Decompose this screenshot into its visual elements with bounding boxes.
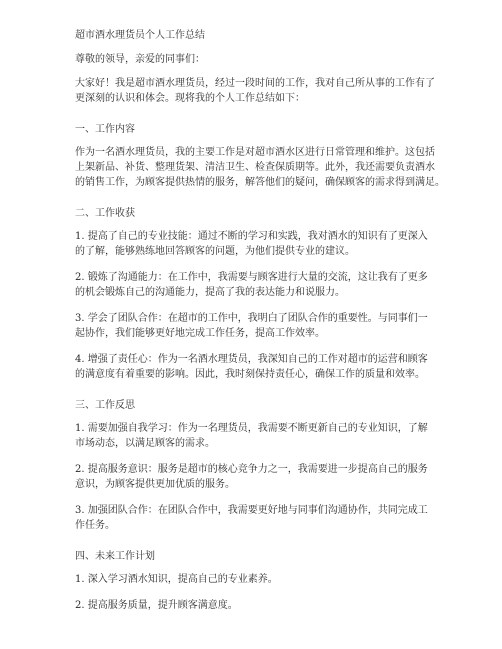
section-paragraph [75,270,435,300]
document-body [75,28,445,613]
intro-line: 大家好！我是超市酒水理货员，经过一段时间的工作，我对自己所从事的工作有了 [75,78,435,89]
section-heading [75,398,435,413]
section-heading-text: 一、工作内容 [75,124,135,135]
section-paragraph [75,598,435,613]
paragraph-line: 作为一名酒水理货员，我的主要工作是对超市酒水区进行日常管理和维护。这包括 [75,147,435,158]
paragraph-line: 的机会锻炼自己的沟通能力，提高了我的表达能力和说服力。 [75,287,345,298]
paragraph-line: 市场动态，以满足顾客的需求。 [75,438,215,449]
section-paragraph [75,229,435,259]
greeting [75,52,435,67]
section-paragraph [75,421,435,451]
intro-line: 更深刻的认识和体会。现将我的个人工作总结如下： [75,93,305,104]
paragraph-line: 2. 提高服务质量，提升顾客满意度。 [75,600,238,611]
paragraph-line: 1. 深入学习酒水知识，提高自己的专业素养。 [75,574,278,585]
section-paragraph [75,503,435,533]
paragraph-line: 3. 加强团队合作：在团队合作中，我需要更好地与同事们沟通协作，共同完成工 [75,505,428,516]
paragraph-line: 1. 需要加强自我学习：作为一名理货员，我需要不断更新自己的专业知识，了解 [75,423,428,434]
section-paragraph [75,311,435,341]
document-title [75,28,435,43]
section-heading [75,549,435,564]
paragraph-line: 的了解，能够熟练地回答顾客的问题，为他们提供专业的建议。 [75,246,355,257]
paragraph-line: 上架新品、补货、整理货架、清洁卫生、检查保质期等。此外，我还需要负责酒水 [75,162,435,173]
intro-paragraph [75,76,435,106]
greeting-text: 尊敬的领导，亲爱的同事们： [75,54,205,65]
paragraph-line: 4. 增强了责任心：作为一名酒水理货员，我深知自己的工作对超市的运营和顾客 [75,354,428,365]
section-heading [75,122,435,137]
paragraph-line: 2. 锻炼了沟通能力：在工作中，我需要与顾客进行大量的交流，这让我有了更多 [75,272,428,283]
section-paragraph [75,572,435,587]
section-heading-text: 三、工作反思 [75,400,135,411]
title-text: 超市酒水理货员个人工作总结 [75,30,205,41]
paragraph-line: 的销售工作，为顾客提供热情的服务，解答他们的疑问，确保顾客的需求得到满足。 [75,177,445,188]
paragraph-line: 起协作，我们能够更好地完成工作任务，提高工作效率。 [75,328,325,339]
section-heading-text: 四、未来工作计划 [75,551,155,562]
section-paragraph [75,352,435,382]
paragraph-line: 意识，为顾客提供更加优质的服务。 [75,479,235,490]
section-paragraph [75,145,445,190]
section-paragraph [75,462,435,492]
section-heading-text: 二、工作收获 [75,208,135,219]
paragraph-line: 3. 学会了团队合作：在超市的工作中，我明白了团队合作的重要性。与同事们一 [75,313,428,324]
section-heading [75,206,435,221]
paragraph-line: 作任务。 [75,520,115,531]
paragraph-line: 1. 提高了自己的专业技能：通过不断的学习和实践，我对酒水的知识有了更深入 [75,231,428,242]
paragraph-line: 的满意度有着重要的影响。因此，我时刻保持责任心，确保工作的质量和效率。 [75,369,425,380]
paragraph-line: 2. 提高服务意识：服务是超市的核心竞争力之一，我需要进一步提高自己的服务 [75,464,428,475]
